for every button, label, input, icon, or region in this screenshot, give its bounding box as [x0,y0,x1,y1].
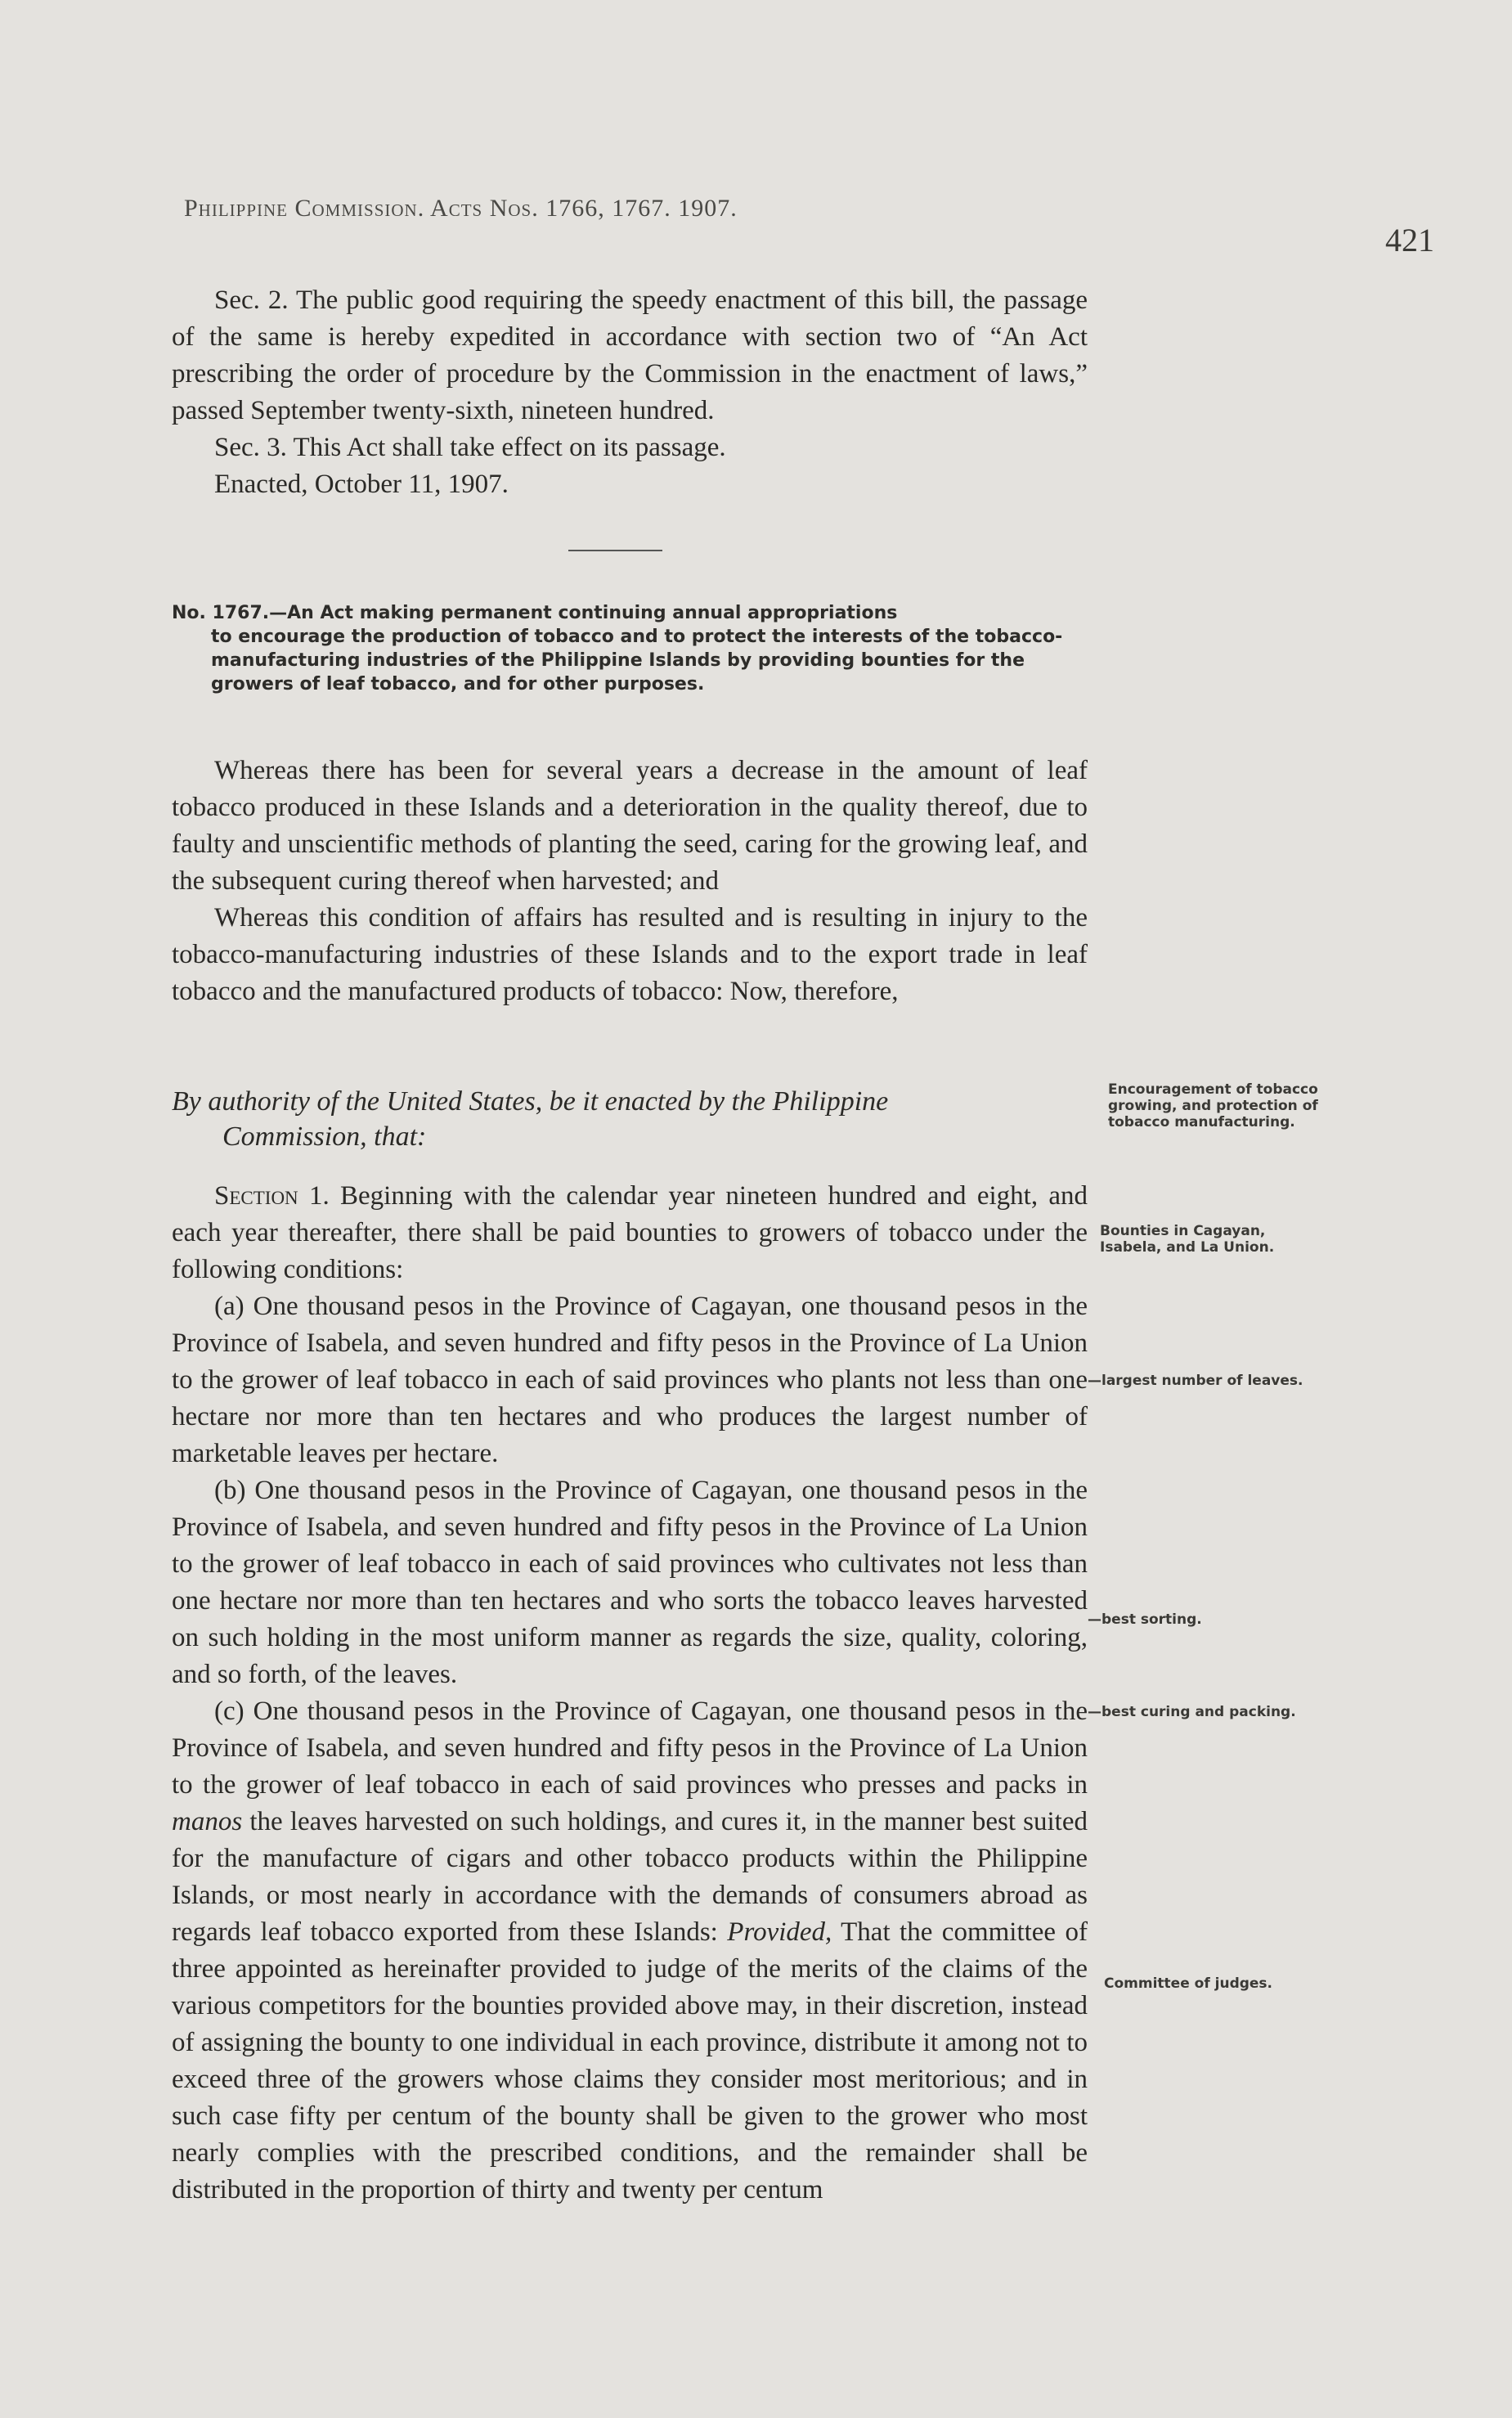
section-1-paragraph [172,1178,1088,1288]
margin-note-bounties: Bounties in Cagayan, Isabela, and La Union. [1100,1223,1275,1256]
whereas-paragraph-2: Whereas this condition of affairs has resulted and is resulting in injury to the tobacco-manufacturing industries of these Islands and to the export trade in leaf tobacco and the manufactured products of tobacco: Now, therefore, [172,903,1088,1006]
section-2-paragraph: Sec. 2. The public good requiring the speedy enactment of this bill, the passage of the same is hereby expedited in accordance with section two of “An Act prescribing the order of procedure by the Commission in the enactment of laws,” passed September twenty-sixth, nineteen hundred. [172,285,1088,425]
paragraph-a: (a) One thousand pesos in the Province of Cagayan, one thousand pesos in the Province of Isabela, and seven hundred and fifty pesos in the Province of La Union to the grower of leaf tobacco in each of said provinces who plants not less than one hectare nor more than ten hectares and who produces the largest number of marketable leaves per hectare. [172,1292,1088,1468]
enacting-clause-line-1: By authority of the United States, be it enacted by the Philippine [172,1086,889,1117]
enacted-date: Enacted, October 11, 1907. [214,470,509,499]
section-1 [172,1178,1088,2209]
margin-note-best-curing: —best curing and packing. [1088,1704,1296,1720]
margin-note-committee: Committee of judges. [1104,1975,1273,1992]
section-label: Section [214,1181,298,1211]
section-3-paragraph: Sec. 3. This Act shall take effect on its passage. [214,433,726,462]
paragraph-c [172,1693,1088,2209]
paragraph-c-part-1: (c) One thousand pesos in the Province of Cagayan, one thousand pesos in the Province of Isabela, and seven hundred and fifty pesos in the Province of La Union to the grower of leaf tobacco in each of said provinces who presses and packs in [172,1697,1088,1800]
section-1-text: 1. Beginning with the calendar year nineteen hundred and eight, and each year thereafter, there shall be paid bounties to growers of tobacco under the following conditions: [172,1181,1088,1284]
enacting-clause-line-2: Commission, that: [222,1121,427,1152]
act-heading-continuation: to encourage the production of tobacco and to protect the interests of the tobacco-manufacturing industries of the Philippine Islands by providing bounties for the growers of leaf tobacco, and for other purposes. [211,627,1063,694]
margin-note-encouragement: Encouragement of tobacco growing, and protection of tobacco manufacturing. [1108,1081,1318,1130]
enacting-clause [172,1084,1088,1154]
act-1767-heading [172,601,1079,696]
paragraph-b: (b) One thousand pesos in the Province of Cagayan, one thousand pesos in the Province of Isabela, and seven hundred and fifty pesos in the Province of La Union to the grower of leaf tobacco in each of said provinces who cultivates not less than one hectare nor more than ten hectares and who sorts the tobacco leaves harvested on such holding in the most uniform manner as regards the size, quality, coloring, and so forth, of the leaves. [172,1476,1088,1689]
paragraph-c-part-2: the leaves harvested on such holdings, and cures it, in the manner best suited for the manufacture of cigars and other tobacco products within the Philippine Islands, or most nearly in accordance with the demands of consumers abroad as regards leaf tobacco exported from these Islands: [172,1807,1088,1947]
section-divider [568,550,662,551]
running-head-text: Philippine Commission. Acts Nos. 1766, 1767. 1907. [184,195,738,222]
provided-term: Provided, [727,1917,832,1947]
page-number: 421 [1385,222,1434,258]
margin-note-best-sorting: —best sorting. [1088,1611,1202,1628]
preamble [172,753,1088,1010]
act-1766-closing [172,282,1088,503]
manos-term: manos [172,1807,243,1836]
whereas-paragraph-1: Whereas there has been for several years a decrease in the amount of leaf tobacco produced in these Islands and a deterioration in the quality thereof, due to faulty and unscientific methods of planting the seed, caring for the growing leaf, and the subsequent curing thereof when harvested; and [172,756,1088,896]
paragraph-c-part-3: That the committee of three appointed as hereinafter provided to judge of the merits of the claims of the various competitors for the bounties provided above may, in their discretion, instead of assigning the bounty to one individual in each province, distribute it among not to exceed three of the growers whose claims they consider most meritorious; and in such case fifty per centum of the bounty shall be given to the grower who most nearly complies with the prescribed conditions, and the remainder shall be distributed in the proportion of thirty and twenty per centum [172,1917,1088,2205]
margin-note-largest-leaves: —largest number of leaves. [1088,1373,1303,1389]
running-head [184,195,1435,222]
act-heading-line-1: No. 1767.—An Act making permanent continuing annual appropriations [172,603,898,623]
